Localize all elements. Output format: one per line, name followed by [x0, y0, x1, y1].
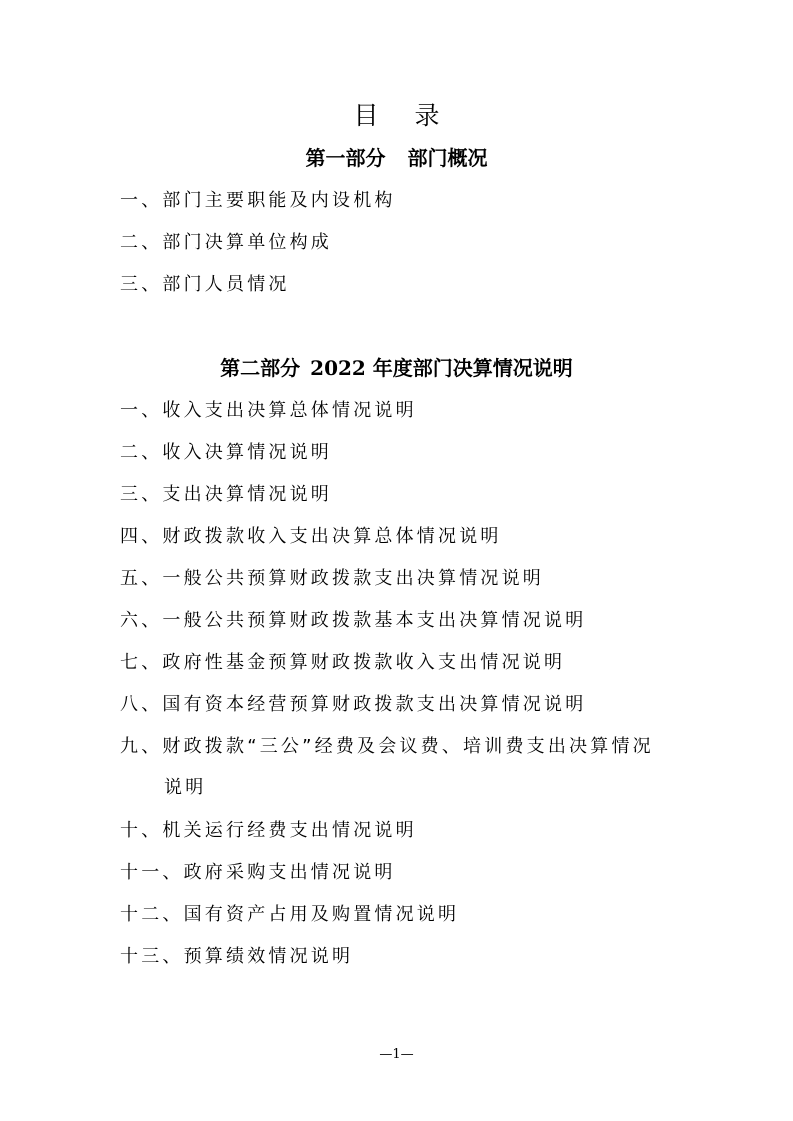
toc-item: 四、财政拨款收入支出决算总体情况说明 — [120, 526, 502, 547]
part2-name: 2022 年度部门决算情况说明 — [310, 356, 573, 380]
part1-heading — [0, 144, 793, 172]
toc-item: 一、收入支出决算总体情况说明 — [120, 400, 417, 421]
toc-item: 十二、国有资产占用及购置情况说明 — [120, 904, 460, 925]
part2-label: 第二部分 — [220, 356, 301, 380]
toc-item: 一、部门主要职能及内设机构 — [120, 190, 396, 211]
toc-item: 五、一般公共预算财政拨款支出决算情况说明 — [120, 568, 544, 589]
page-number: —1— — [379, 1047, 414, 1062]
toc-item: 八、国有资本经营预算财政拨款支出决算情况说明 — [120, 694, 587, 715]
toc-item: 十三、预算绩效情况说明 — [120, 946, 354, 967]
toc-item: 十、机关运行经费支出情况说明 — [120, 820, 417, 841]
toc-item-continuation: 说明 — [164, 777, 207, 798]
toc-item: 三、部门人员情况 — [120, 274, 290, 295]
toc-title: 目 录 — [353, 101, 454, 130]
toc-item: 十一、政府采购支出情况说明 — [120, 862, 396, 883]
toc-item: 二、收入决算情况说明 — [120, 442, 332, 463]
toc-item: 七、政府性基金预算财政拨款收入支出情况说明 — [120, 652, 566, 673]
part1-name: 部门概况 — [407, 146, 488, 170]
toc-item: 九、财政拨款“三公”经费及会议费、培训费支出决算情况 — [120, 736, 654, 757]
part2-heading — [0, 354, 793, 382]
toc-item: 三、支出决算情况说明 — [120, 484, 332, 505]
toc-item: 六、一般公共预算财政拨款基本支出决算情况说明 — [120, 610, 587, 631]
toc-item: 二、部门决算单位构成 — [120, 232, 332, 253]
part1-label: 第一部分 — [305, 146, 386, 170]
